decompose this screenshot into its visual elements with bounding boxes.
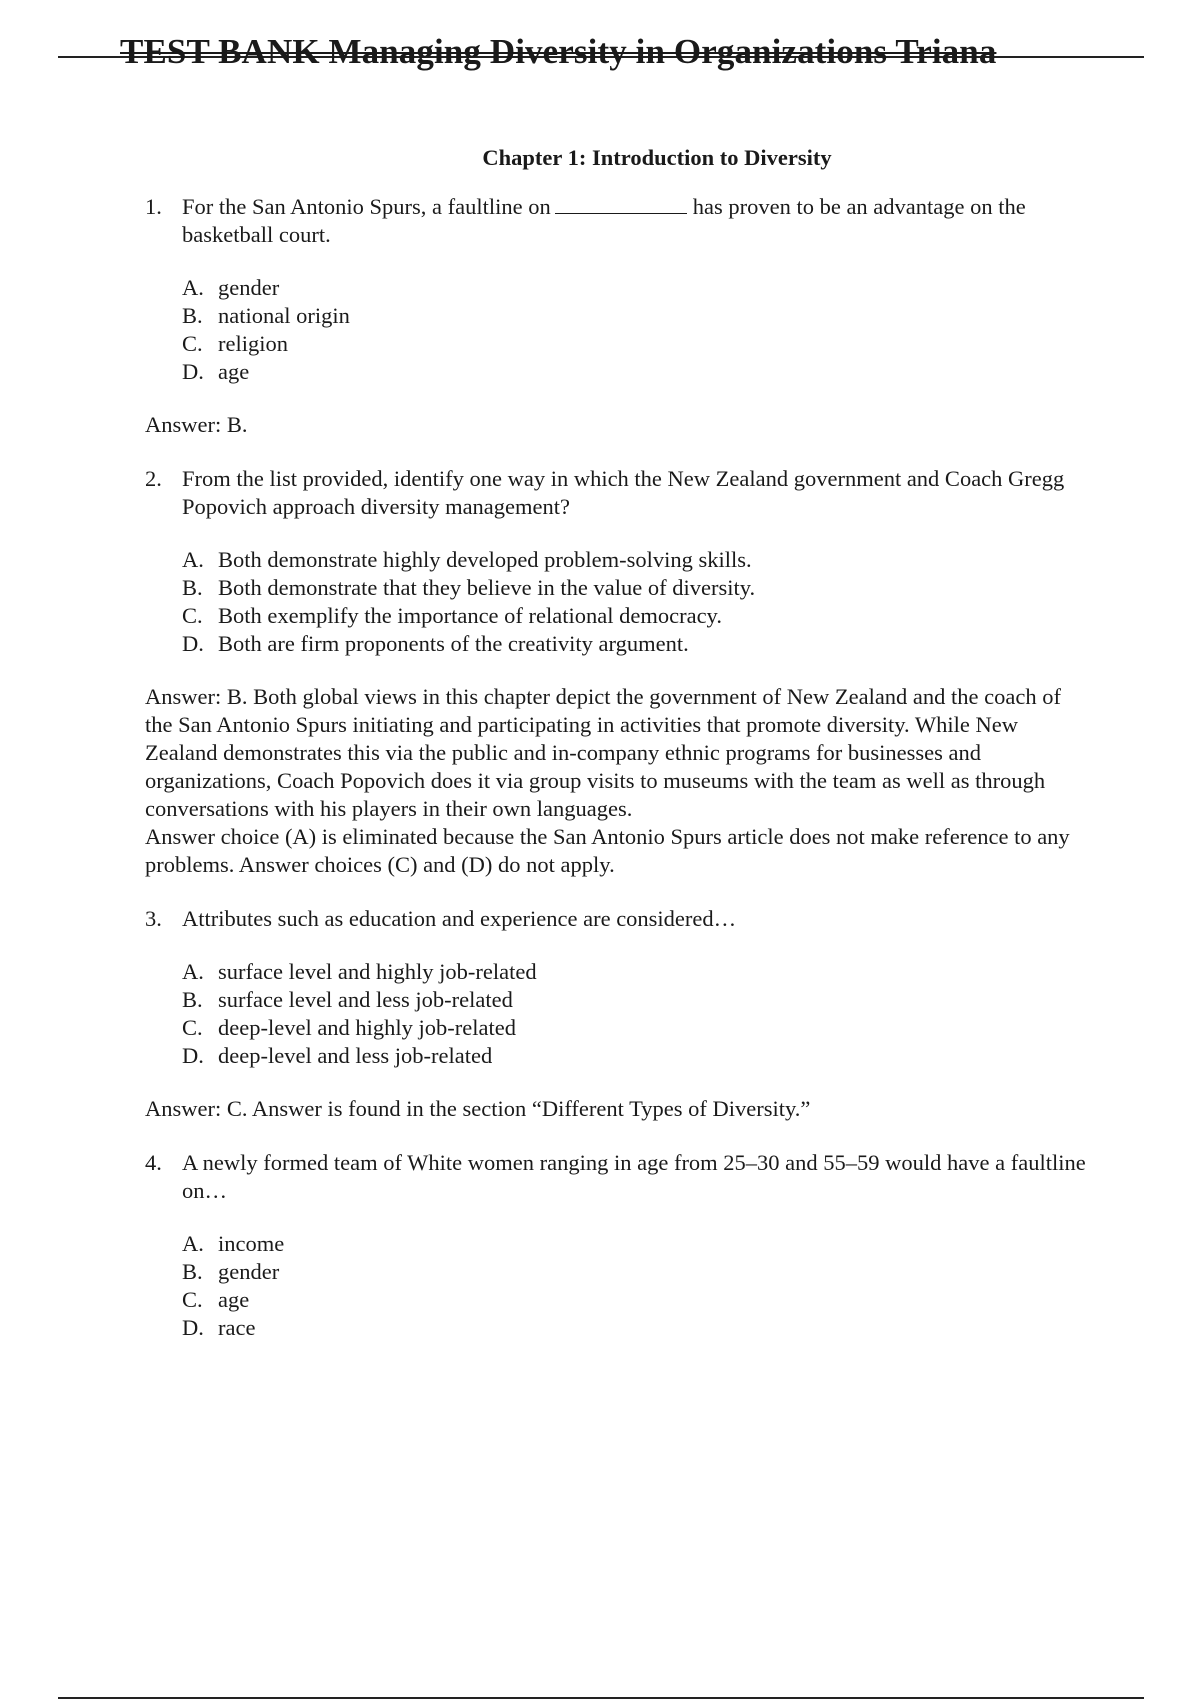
question-text: A newly formed team of White women ranging in age from 25–30 and 55–59 would have a faultline on…: [182, 1150, 1086, 1203]
option-item: [182, 330, 1089, 358]
chapter-title: Chapter 1: Introduction to Diversity: [482, 145, 832, 170]
options-list-3: [182, 958, 1089, 1070]
question-4: [145, 1149, 1089, 1205]
option-item: [182, 1286, 1089, 1314]
document-title: TEST BANK Managing Diversity in Organizations Triana: [120, 32, 997, 71]
option-letter: A.: [182, 959, 204, 984]
options-list-1: [182, 274, 1089, 386]
option-item: [182, 958, 1089, 986]
option-text: surface level and highly job-related: [218, 959, 537, 984]
answer-2: [145, 683, 1089, 879]
answer-text: Answer: B. Both global views in this chapter depict the government of New Zealand and the coach of the San Antonio Spurs initiating and participating in activities that promote diversity. While New Zealand demonstrates this via the public and in-company ethnic programs for businesses and organizations, Coach Popovich does it via group visits to museums with the team as well as through conversations with his players in their own languages.: [145, 684, 1061, 821]
option-letter: A.: [182, 1231, 204, 1256]
option-letter: A.: [182, 275, 204, 300]
option-item: [182, 546, 1089, 574]
option-text: gender: [218, 275, 280, 300]
question-text: [182, 193, 1089, 249]
answer-explanation: Answer choice (A) is eliminated because the San Antonio Spurs article does not make reference to any problems. Answer choices (C) and (D) do not apply.: [145, 824, 1070, 877]
option-text: deep-level and highly job-related: [218, 1015, 517, 1040]
option-letter: C.: [182, 603, 203, 628]
option-item: [182, 1042, 1089, 1070]
options-list-4: [182, 1230, 1089, 1342]
option-text: age: [218, 359, 250, 384]
option-text: deep-level and less job-related: [218, 1043, 493, 1068]
options-list-2: [182, 546, 1089, 658]
option-text: age: [218, 1287, 250, 1312]
document-body: [145, 144, 1089, 1367]
option-item: [182, 1230, 1089, 1258]
option-text: Both demonstrate highly developed problem-solving skills.: [218, 547, 752, 572]
question-3: [145, 905, 1089, 933]
question-text: From the list provided, identify one way in which the New Zealand government and Coach Gregg Popovich approach diversity management?: [182, 466, 1065, 519]
question-number: 3.: [145, 906, 162, 931]
option-item: [182, 1014, 1089, 1042]
option-item: [182, 986, 1089, 1014]
option-item: [182, 1258, 1089, 1286]
option-letter: D.: [182, 1315, 204, 1340]
option-letter: C.: [182, 1015, 203, 1040]
option-text: national origin: [218, 303, 350, 328]
question-text-before-blank: For the San Antonio Spurs, a faultline on: [182, 194, 551, 219]
option-letter: D.: [182, 1043, 204, 1068]
option-item: [182, 1314, 1089, 1342]
option-text: Both exemplify the importance of relational democracy.: [218, 603, 722, 628]
option-letter: C.: [182, 1287, 203, 1312]
option-item: [182, 302, 1089, 330]
question-number: 2.: [145, 466, 162, 491]
option-text: gender: [218, 1259, 280, 1284]
option-letter: B.: [182, 987, 203, 1012]
option-item: [182, 574, 1089, 602]
option-letter: D.: [182, 631, 204, 656]
option-letter: A.: [182, 547, 204, 572]
answer-1: [145, 411, 1089, 439]
answer-text: Answer: C. Answer is found in the section “Different Types of Diversity.”: [145, 1096, 811, 1121]
option-item: [182, 602, 1089, 630]
question-number: 1.: [145, 194, 162, 219]
option-letter: C.: [182, 331, 203, 356]
question-2: [145, 465, 1089, 521]
option-item: [182, 274, 1089, 302]
option-text: income: [218, 1231, 285, 1256]
answer-text: Answer: B.: [145, 412, 248, 437]
option-letter: B.: [182, 575, 203, 600]
option-letter: B.: [182, 303, 203, 328]
option-letter: D.: [182, 359, 204, 384]
fill-in-blank: [555, 195, 687, 214]
footer-rule: [58, 1697, 1144, 1699]
option-item: [182, 358, 1089, 386]
answer-3: [145, 1095, 1089, 1123]
option-text: race: [218, 1315, 256, 1340]
option-item: [182, 630, 1089, 658]
option-text: Both are firm proponents of the creativity argument.: [218, 631, 689, 656]
question-text-after-blank: has proven to be an advantage on the basketball court.: [182, 194, 1026, 247]
option-letter: B.: [182, 1259, 203, 1284]
option-text: Both demonstrate that they believe in the value of diversity.: [218, 575, 756, 600]
question-1: [145, 193, 1089, 249]
option-text: religion: [218, 331, 288, 356]
option-text: surface level and less job-related: [218, 987, 513, 1012]
question-number: 4.: [145, 1150, 162, 1175]
question-text: Attributes such as education and experience are considered…: [182, 906, 737, 931]
